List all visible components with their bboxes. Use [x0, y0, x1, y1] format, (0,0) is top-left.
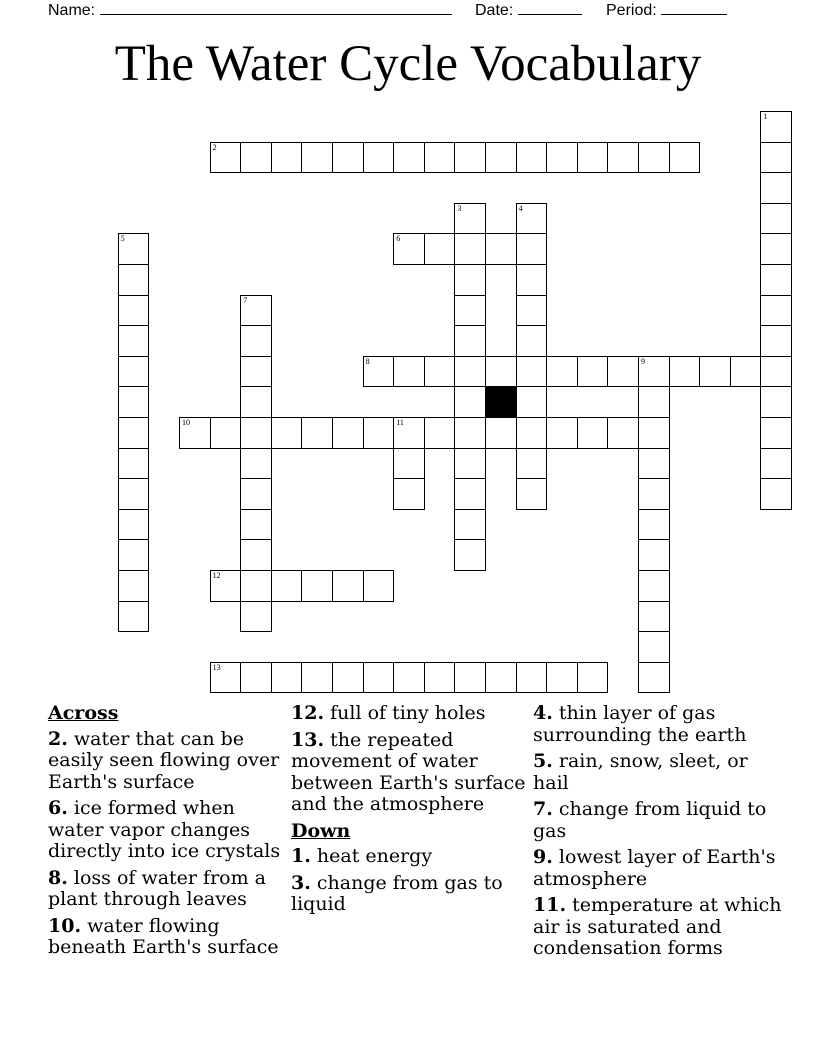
- answer-square[interactable]: [516, 325, 548, 357]
- answer-square[interactable]: [240, 601, 272, 633]
- answer-square[interactable]: [118, 509, 150, 541]
- clue-number: 4: [518, 203, 523, 213]
- answer-square[interactable]: [607, 142, 639, 174]
- answer-square[interactable]: [271, 662, 303, 694]
- answer-square[interactable]: [332, 417, 364, 449]
- answer-square[interactable]: [240, 142, 272, 174]
- answer-square[interactable]: [240, 325, 272, 357]
- answer-square[interactable]: [301, 662, 333, 694]
- answer-square[interactable]: [485, 662, 517, 694]
- clue-down-3: 3. change from gas to liquid: [291, 871, 503, 915]
- answer-square[interactable]: [118, 264, 150, 296]
- answer-square[interactable]: [546, 142, 578, 174]
- clue-down-11: 11. temperature at which air is saturated and condensation forms: [533, 894, 782, 959]
- answer-square[interactable]: [577, 662, 609, 694]
- answer-square[interactable]: [240, 570, 272, 602]
- down-heading: Down: [291, 819, 351, 842]
- clue-number: 7: [243, 295, 248, 305]
- clue-number: 11: [396, 418, 404, 427]
- answer-square[interactable]: [577, 142, 609, 174]
- answer-square[interactable]: [516, 356, 548, 388]
- answer-square[interactable]: [760, 325, 792, 357]
- answer-square[interactable]: [118, 570, 150, 602]
- clue-across-8: 8. loss of water from a plant through leaves: [48, 866, 266, 910]
- answer-square[interactable]: [210, 662, 242, 694]
- answer-square[interactable]: [240, 417, 272, 449]
- period-label: Period:: [606, 2, 657, 19]
- answer-square[interactable]: [730, 356, 762, 388]
- clue-down-9: 9. lowest layer of Earth's atmosphere: [533, 846, 776, 890]
- answer-square[interactable]: [760, 111, 792, 143]
- answer-square[interactable]: [454, 295, 486, 327]
- answer-square[interactable]: [760, 417, 792, 449]
- answer-square[interactable]: [301, 142, 333, 174]
- answer-square[interactable]: [454, 203, 486, 235]
- answer-square[interactable]: [210, 417, 242, 449]
- answer-square[interactable]: [240, 539, 272, 571]
- clue-number: 1: [763, 112, 768, 121]
- clue-across-13: 13. the repeated movement of water between Earth's surface and the atmosphere: [291, 728, 526, 815]
- clue-number: 10: [182, 418, 190, 427]
- answer-square[interactable]: [454, 539, 486, 571]
- answer-square[interactable]: [118, 448, 150, 480]
- clue-across-12: 12. full of tiny holes: [291, 702, 486, 724]
- answer-square[interactable]: [454, 264, 486, 296]
- answer-square[interactable]: [393, 233, 425, 265]
- clue-column-3: [533, 703, 783, 965]
- clue-column-1: [48, 703, 290, 964]
- answer-square[interactable]: [454, 233, 486, 265]
- answer-square[interactable]: [118, 356, 150, 388]
- answer-square[interactable]: [516, 448, 548, 480]
- clue-across-10: 10. water flowing beneath Earth's surface: [48, 914, 279, 958]
- answer-square[interactable]: [363, 356, 395, 388]
- across-heading: Across: [48, 702, 119, 724]
- answer-square[interactable]: [760, 203, 792, 235]
- answer-square[interactable]: [760, 172, 792, 204]
- answer-square[interactable]: [454, 356, 486, 388]
- answer-square[interactable]: [424, 662, 456, 694]
- clue-across-2: 2. water that can be easily seen flowing over Earth's surface: [48, 727, 280, 793]
- answer-square[interactable]: [516, 662, 548, 694]
- answer-square[interactable]: [760, 448, 792, 480]
- answer-square[interactable]: [760, 233, 792, 265]
- answer-square[interactable]: [760, 356, 792, 388]
- clue-down-1: 1. heat energy: [291, 845, 433, 867]
- answer-square[interactable]: [577, 356, 609, 388]
- answer-square[interactable]: [485, 233, 517, 265]
- answer-square[interactable]: [760, 478, 792, 510]
- answer-square[interactable]: [485, 417, 517, 449]
- answer-square[interactable]: [546, 662, 578, 694]
- clue-number: 8: [365, 356, 370, 366]
- answer-square[interactable]: [669, 356, 701, 388]
- answer-square[interactable]: [363, 662, 395, 694]
- answer-square[interactable]: [363, 570, 395, 602]
- answer-square[interactable]: [760, 295, 792, 327]
- clue-number: 2: [212, 142, 217, 152]
- answer-square[interactable]: [118, 325, 150, 357]
- answer-square[interactable]: [760, 264, 792, 296]
- black-square: [485, 386, 517, 418]
- answer-square[interactable]: [363, 417, 395, 449]
- answer-square[interactable]: [240, 662, 272, 694]
- answer-square[interactable]: [454, 417, 486, 449]
- answer-square[interactable]: [638, 478, 670, 510]
- answer-square[interactable]: [516, 203, 548, 235]
- answer-square[interactable]: [118, 601, 150, 633]
- answer-square[interactable]: [271, 417, 303, 449]
- answer-square[interactable]: [424, 233, 456, 265]
- answer-square[interactable]: [240, 386, 272, 418]
- answer-square[interactable]: [516, 386, 548, 418]
- answer-square[interactable]: [240, 295, 272, 327]
- answer-square[interactable]: [179, 417, 211, 449]
- answer-square[interactable]: [607, 356, 639, 388]
- answer-square[interactable]: [393, 417, 425, 449]
- answer-square[interactable]: [210, 570, 242, 602]
- answer-square[interactable]: [454, 509, 486, 541]
- answer-square[interactable]: [210, 142, 242, 174]
- answer-square[interactable]: [516, 295, 548, 327]
- answer-square[interactable]: [546, 356, 578, 388]
- clue-across-6: 6. ice formed when water vapor changes directly into ice crystals: [48, 797, 281, 862]
- answer-square[interactable]: [638, 601, 670, 633]
- answer-square[interactable]: [607, 417, 639, 449]
- answer-square[interactable]: [332, 662, 364, 694]
- answer-square[interactable]: [638, 386, 670, 418]
- answer-square[interactable]: [760, 386, 792, 418]
- answer-square[interactable]: [638, 509, 670, 541]
- answer-square[interactable]: [240, 356, 272, 388]
- answer-square[interactable]: [485, 142, 517, 174]
- answer-square[interactable]: [118, 233, 150, 265]
- clue-down-7: 7. change from liquid to gas: [533, 798, 767, 842]
- answer-square[interactable]: [240, 448, 272, 480]
- answer-square[interactable]: [516, 417, 548, 449]
- answer-square[interactable]: [424, 356, 456, 388]
- answer-square[interactable]: [118, 478, 150, 510]
- answer-square[interactable]: [454, 448, 486, 480]
- clue-number: 13: [212, 662, 221, 672]
- answer-square[interactable]: [638, 142, 670, 174]
- answer-square[interactable]: [454, 142, 486, 174]
- answer-square[interactable]: [301, 570, 333, 602]
- answer-square[interactable]: [454, 478, 486, 510]
- answer-square[interactable]: [454, 386, 486, 418]
- answer-square[interactable]: [699, 356, 731, 388]
- answer-square[interactable]: [638, 448, 670, 480]
- answer-square[interactable]: [118, 417, 150, 449]
- answer-square[interactable]: [638, 356, 670, 388]
- answer-square[interactable]: [760, 142, 792, 174]
- clue-down-5: 5. rain, snow, sleet, or hail: [533, 750, 748, 794]
- answer-square[interactable]: [638, 662, 670, 694]
- answer-square[interactable]: [393, 356, 425, 388]
- name-label: Name:: [48, 2, 96, 19]
- answer-square[interactable]: [516, 233, 548, 265]
- answer-square[interactable]: [332, 142, 364, 174]
- clue-number: 3: [457, 203, 462, 213]
- answer-square[interactable]: [577, 417, 609, 449]
- answer-square[interactable]: [454, 325, 486, 357]
- clue-number: 5: [120, 234, 125, 244]
- answer-square[interactable]: [301, 417, 333, 449]
- clue-number: 12: [212, 571, 221, 580]
- answer-square[interactable]: [118, 295, 150, 327]
- answer-square[interactable]: [393, 478, 425, 510]
- answer-square[interactable]: [393, 142, 425, 174]
- answer-square[interactable]: [393, 662, 425, 694]
- answer-square[interactable]: [638, 570, 670, 602]
- answer-square[interactable]: [393, 448, 425, 480]
- answer-square[interactable]: [271, 570, 303, 602]
- answer-square[interactable]: [516, 142, 548, 174]
- answer-square[interactable]: [118, 386, 150, 418]
- answer-square[interactable]: [485, 356, 517, 388]
- answer-square[interactable]: [638, 631, 670, 663]
- answer-square[interactable]: [669, 142, 701, 174]
- answer-square[interactable]: [424, 142, 456, 174]
- answer-square[interactable]: [424, 417, 456, 449]
- date-label: Date:: [475, 2, 514, 19]
- answer-square[interactable]: [240, 478, 272, 510]
- answer-square[interactable]: [516, 264, 548, 296]
- answer-square[interactable]: [454, 662, 486, 694]
- answer-square[interactable]: [546, 417, 578, 449]
- answer-square[interactable]: [118, 539, 150, 571]
- answer-square[interactable]: [332, 570, 364, 602]
- clue-column-2: [291, 703, 527, 921]
- answer-square[interactable]: [271, 142, 303, 174]
- answer-square[interactable]: [240, 509, 272, 541]
- answer-square[interactable]: [363, 142, 395, 174]
- answer-square[interactable]: [516, 478, 548, 510]
- clue-number: 9: [641, 356, 645, 366]
- clue-down-4: 4. thin layer of gas surrounding the earth: [533, 702, 747, 746]
- answer-square[interactable]: [638, 539, 670, 571]
- answer-square[interactable]: [638, 417, 670, 449]
- page-title: The Water Cycle Vocabulary: [114, 36, 702, 92]
- clue-number: 6: [396, 234, 401, 244]
